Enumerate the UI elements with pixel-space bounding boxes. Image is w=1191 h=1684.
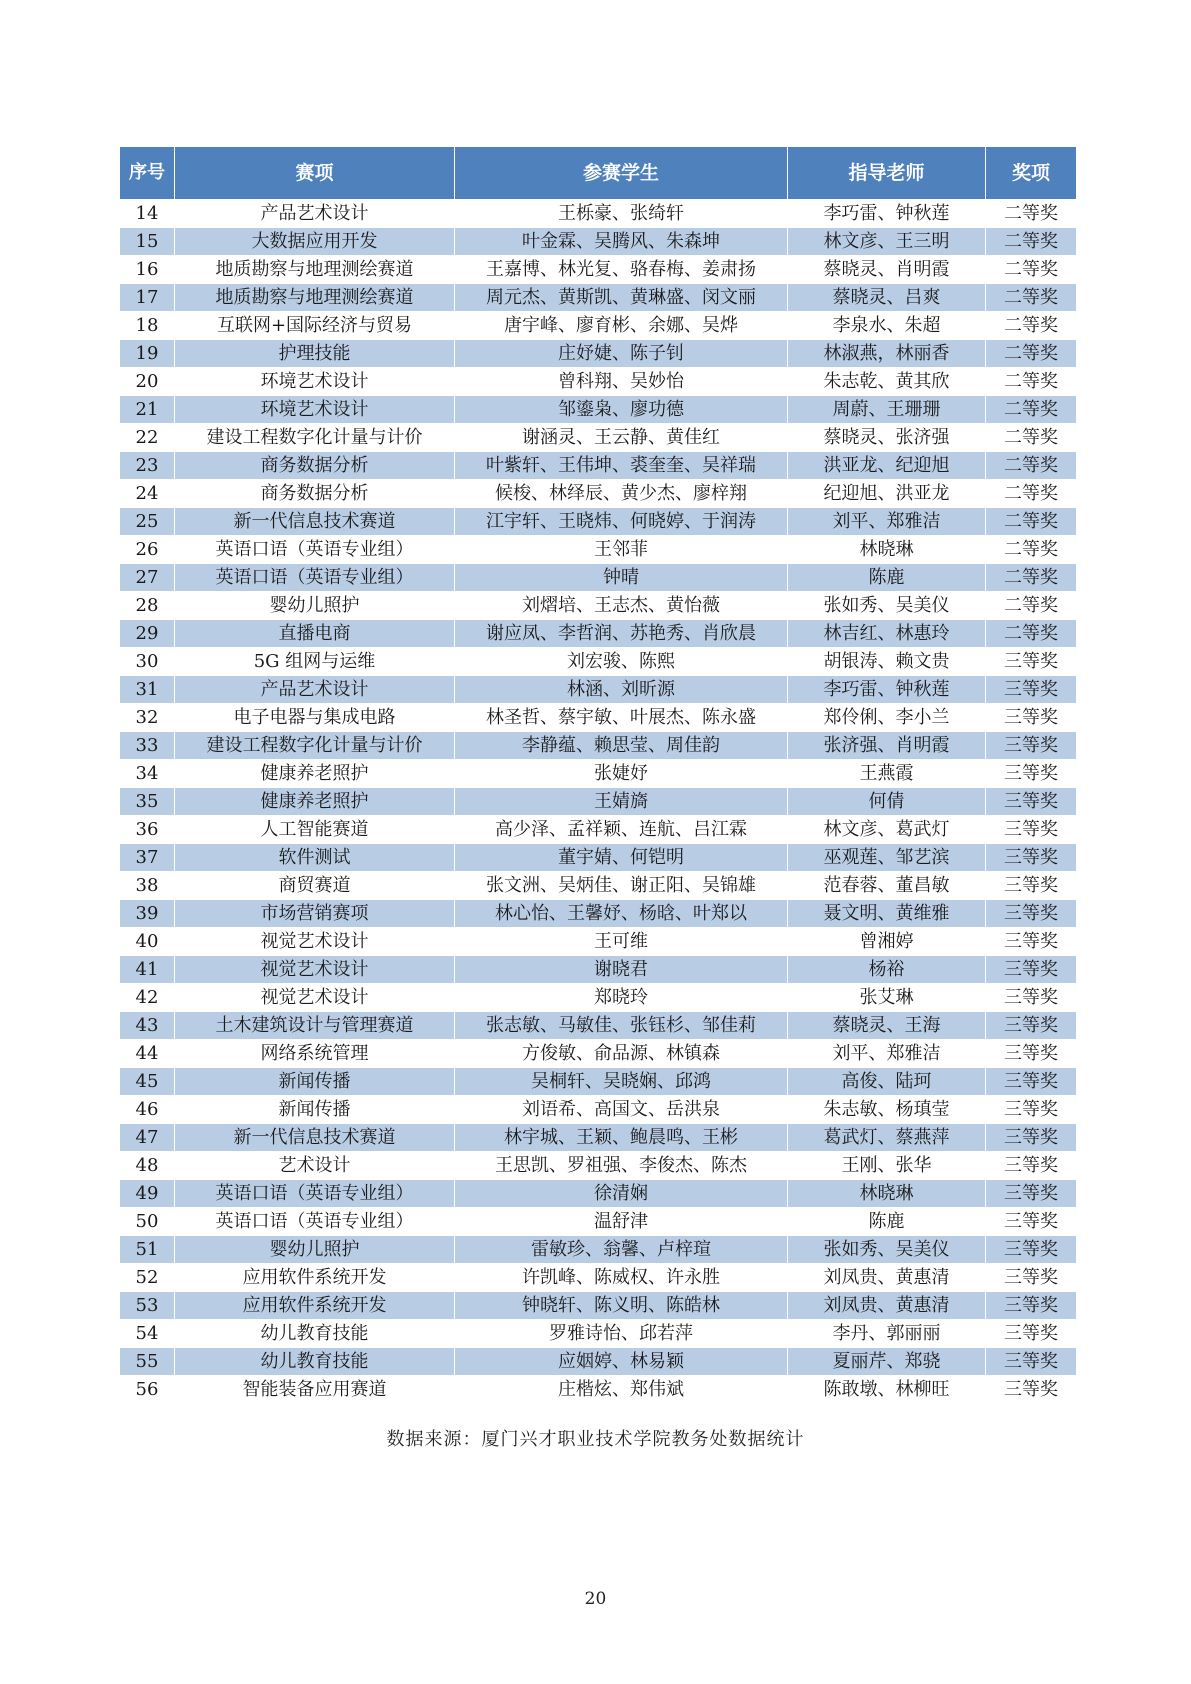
cell-award: 三等奖 <box>986 1180 1077 1208</box>
cell-event: 新一代信息技术赛道 <box>175 1124 455 1152</box>
cell-teachers: 胡银涛、赖文贵 <box>788 648 986 676</box>
cell-teachers: 蔡晓灵、张济强 <box>788 424 986 452</box>
cell-teachers: 朱志敏、杨瑱莹 <box>788 1096 986 1124</box>
cell-teachers: 刘平、郑雅洁 <box>788 508 986 536</box>
cell-students: 罗雅诗怡、邱若萍 <box>455 1320 788 1348</box>
cell-students: 应姻婷、林易颖 <box>455 1348 788 1376</box>
cell-no: 15 <box>120 228 175 256</box>
cell-students: 高少泽、孟祥颖、连航、吕江霖 <box>455 816 788 844</box>
cell-teachers: 范春蓉、董昌敏 <box>788 872 986 900</box>
cell-no: 53 <box>120 1292 175 1320</box>
table-row <box>120 1292 1077 1320</box>
cell-no: 14 <box>120 200 175 228</box>
cell-event: 市场营销赛项 <box>175 900 455 928</box>
cell-teachers: 聂文明、黄维雅 <box>788 900 986 928</box>
cell-no: 17 <box>120 284 175 312</box>
cell-award: 二等奖 <box>986 592 1077 620</box>
cell-no: 30 <box>120 648 175 676</box>
cell-no: 49 <box>120 1180 175 1208</box>
table-row <box>120 1208 1077 1236</box>
cell-teachers: 林淑燕，林丽香 <box>788 340 986 368</box>
cell-no: 38 <box>120 872 175 900</box>
cell-teachers: 周蔚、王珊珊 <box>788 396 986 424</box>
cell-students: 曾科翔、吴妙怡 <box>455 368 788 396</box>
cell-students: 王婧旖 <box>455 788 788 816</box>
cell-students: 王栎豪、张绮轩 <box>455 200 788 228</box>
cell-students: 徐清娴 <box>455 1180 788 1208</box>
cell-no: 45 <box>120 1068 175 1096</box>
cell-award: 二等奖 <box>986 284 1077 312</box>
source-note: 数据来源：厦门兴才职业技术学院教务处数据统计 <box>386 1429 805 1450</box>
header-students: 参赛学生 <box>455 147 788 200</box>
cell-no: 47 <box>120 1124 175 1152</box>
cell-event: 地质勘察与地理测绘赛道 <box>175 284 455 312</box>
cell-event: 婴幼儿照护 <box>175 1236 455 1264</box>
table-row <box>120 1376 1077 1404</box>
cell-students: 刘语希、高国文、岳洪泉 <box>455 1096 788 1124</box>
cell-award: 三等奖 <box>986 1236 1077 1264</box>
cell-teachers: 李巧雷、钟秋莲 <box>788 200 986 228</box>
cell-event: 婴幼儿照护 <box>175 592 455 620</box>
cell-event: 英语口语（英语专业组） <box>175 1180 455 1208</box>
cell-award: 三等奖 <box>986 1096 1077 1124</box>
table-row <box>120 1348 1077 1376</box>
page-number: 20 <box>584 1589 607 1609</box>
cell-students: 董宇婧、何铠明 <box>455 844 788 872</box>
cell-teachers: 洪亚龙、纪迎旭 <box>788 452 986 480</box>
cell-no: 21 <box>120 396 175 424</box>
cell-no: 40 <box>120 928 175 956</box>
table-row <box>120 900 1077 928</box>
table-row <box>120 564 1077 592</box>
table-row <box>120 480 1077 508</box>
header-no: 序号 <box>120 147 175 200</box>
cell-event: 建设工程数字化计量与计价 <box>175 732 455 760</box>
table-row <box>120 1012 1077 1040</box>
cell-teachers: 巫观莲、邹艺滨 <box>788 844 986 872</box>
cell-event: 互联网+国际经济与贸易 <box>175 312 455 340</box>
cell-event: 软件测试 <box>175 844 455 872</box>
cell-students: 庄楷炫、郑伟斌 <box>455 1376 788 1404</box>
cell-students: 王可维 <box>455 928 788 956</box>
cell-students: 张文洲、吴炳佳、谢正阳、吴锦雄 <box>455 872 788 900</box>
cell-award: 二等奖 <box>986 228 1077 256</box>
cell-teachers: 李丹、郭丽丽 <box>788 1320 986 1348</box>
cell-no: 46 <box>120 1096 175 1124</box>
cell-no: 42 <box>120 984 175 1012</box>
cell-event: 幼儿教育技能 <box>175 1348 455 1376</box>
cell-teachers: 夏丽芹、郑骁 <box>788 1348 986 1376</box>
cell-students: 王嘉博、林光复、骆春梅、姜肃扬 <box>455 256 788 284</box>
cell-event: 英语口语（英语专业组） <box>175 564 455 592</box>
cell-no: 56 <box>120 1376 175 1404</box>
table-row <box>120 620 1077 648</box>
cell-students: 谢晓君 <box>455 956 788 984</box>
cell-no: 39 <box>120 900 175 928</box>
cell-no: 22 <box>120 424 175 452</box>
cell-no: 23 <box>120 452 175 480</box>
table-row <box>120 424 1077 452</box>
cell-event: 智能装备应用赛道 <box>175 1376 455 1404</box>
table-row <box>120 1180 1077 1208</box>
cell-teachers: 刘平、郑雅洁 <box>788 1040 986 1068</box>
cell-event: 环境艺术设计 <box>175 368 455 396</box>
cell-event: 网络系统管理 <box>175 1040 455 1068</box>
cell-award: 三等奖 <box>986 1264 1077 1292</box>
cell-no: 48 <box>120 1152 175 1180</box>
cell-teachers: 曾湘婷 <box>788 928 986 956</box>
cell-teachers: 李巧雷、钟秋莲 <box>788 676 986 704</box>
table-row <box>120 844 1077 872</box>
cell-award: 二等奖 <box>986 368 1077 396</box>
table-row <box>120 340 1077 368</box>
table-row <box>120 1236 1077 1264</box>
table-body <box>120 200 1077 1404</box>
cell-students: 王思凯、罗祖强、李俊杰、陈杰 <box>455 1152 788 1180</box>
cell-no: 55 <box>120 1348 175 1376</box>
cell-students: 唐宇峰、廖育彬、余娜、吴烨 <box>455 312 788 340</box>
table-row <box>120 1264 1077 1292</box>
cell-event: 产品艺术设计 <box>175 676 455 704</box>
cell-no: 33 <box>120 732 175 760</box>
cell-students: 温舒津 <box>455 1208 788 1236</box>
cell-teachers: 杨裕 <box>788 956 986 984</box>
cell-students: 叶紫轩、王伟坤、裘奎奎、吴祥瑞 <box>455 452 788 480</box>
cell-no: 31 <box>120 676 175 704</box>
cell-no: 36 <box>120 816 175 844</box>
header-event: 赛项 <box>175 147 455 200</box>
cell-event: 英语口语（英语专业组） <box>175 1208 455 1236</box>
table-row <box>120 228 1077 256</box>
cell-award: 三等奖 <box>986 1320 1077 1348</box>
cell-event: 新闻传播 <box>175 1096 455 1124</box>
cell-teachers: 王刚、张华 <box>788 1152 986 1180</box>
cell-event: 商务数据分析 <box>175 452 455 480</box>
cell-students: 方俊敏、俞品源、林镇森 <box>455 1040 788 1068</box>
table-row <box>120 284 1077 312</box>
cell-event: 5G 组网与运维 <box>175 648 455 676</box>
cell-event: 人工智能赛道 <box>175 816 455 844</box>
cell-event: 产品艺术设计 <box>175 200 455 228</box>
cell-students: 林宇城、王颖、鲍晨鸣、王彬 <box>455 1124 788 1152</box>
cell-event: 商务数据分析 <box>175 480 455 508</box>
cell-event: 应用软件系统开发 <box>175 1292 455 1320</box>
cell-award: 二等奖 <box>986 340 1077 368</box>
cell-award: 三等奖 <box>986 788 1077 816</box>
cell-teachers: 李泉水、朱超 <box>788 312 986 340</box>
cell-award: 二等奖 <box>986 200 1077 228</box>
cell-students: 林圣哲、蔡宇敏、叶展杰、陈永盛 <box>455 704 788 732</box>
cell-teachers: 林吉红、林惠玲 <box>788 620 986 648</box>
cell-event: 幼儿教育技能 <box>175 1320 455 1348</box>
cell-no: 19 <box>120 340 175 368</box>
cell-students: 张志敏、马敏佳、张钰杉、邹佳莉 <box>455 1012 788 1040</box>
cell-teachers: 刘凤贵、黄惠清 <box>788 1264 986 1292</box>
table-row <box>120 760 1077 788</box>
cell-award: 二等奖 <box>986 508 1077 536</box>
cell-no: 34 <box>120 760 175 788</box>
cell-no: 35 <box>120 788 175 816</box>
cell-no: 24 <box>120 480 175 508</box>
cell-teachers: 高俊、陆珂 <box>788 1068 986 1096</box>
cell-students: 候梭、林绎辰、黄少杰、廖梓翔 <box>455 480 788 508</box>
cell-award: 三等奖 <box>986 984 1077 1012</box>
cell-award: 三等奖 <box>986 1208 1077 1236</box>
cell-students: 刘熠培、王志杰、黄怡薇 <box>455 592 788 620</box>
cell-no: 41 <box>120 956 175 984</box>
cell-no: 18 <box>120 312 175 340</box>
cell-event: 视觉艺术设计 <box>175 956 455 984</box>
cell-teachers: 朱志乾、黄其欣 <box>788 368 986 396</box>
cell-students: 林涵、刘昕源 <box>455 676 788 704</box>
cell-teachers: 郑伶俐、李小兰 <box>788 704 986 732</box>
cell-award: 三等奖 <box>986 1124 1077 1152</box>
cell-teachers: 蔡晓灵、吕爽 <box>788 284 986 312</box>
cell-students: 叶金霖、吴腾风、朱森坤 <box>455 228 788 256</box>
cell-teachers: 张如秀、吴美仪 <box>788 1236 986 1264</box>
cell-award: 三等奖 <box>986 900 1077 928</box>
cell-event: 新一代信息技术赛道 <box>175 508 455 536</box>
cell-event: 健康养老照护 <box>175 760 455 788</box>
cell-no: 25 <box>120 508 175 536</box>
cell-no: 37 <box>120 844 175 872</box>
table-row <box>120 676 1077 704</box>
cell-students: 谢涵灵、王云静、黄佳红 <box>455 424 788 452</box>
table-row <box>120 1124 1077 1152</box>
cell-teachers: 纪迎旭、洪亚龙 <box>788 480 986 508</box>
cell-teachers: 葛武灯、蔡燕萍 <box>788 1124 986 1152</box>
table-row <box>120 816 1077 844</box>
cell-award: 二等奖 <box>986 564 1077 592</box>
cell-event: 土木建筑设计与管理赛道 <box>175 1012 455 1040</box>
cell-students: 林心怡、王馨妤、杨晗、叶郑以 <box>455 900 788 928</box>
cell-students: 李静蕴、赖思莹、周佳韵 <box>455 732 788 760</box>
cell-event: 健康养老照护 <box>175 788 455 816</box>
table-row <box>120 396 1077 424</box>
cell-teachers: 林晓琳 <box>788 536 986 564</box>
cell-award: 二等奖 <box>986 312 1077 340</box>
cell-event: 新闻传播 <box>175 1068 455 1096</box>
cell-event: 视觉艺术设计 <box>175 928 455 956</box>
cell-event: 直播电商 <box>175 620 455 648</box>
cell-no: 20 <box>120 368 175 396</box>
cell-students: 邹鎏枭、廖功德 <box>455 396 788 424</box>
cell-teachers: 刘凤贵、黄惠清 <box>788 1292 986 1320</box>
cell-students: 许凯峰、陈威权、许永胜 <box>455 1264 788 1292</box>
cell-no: 28 <box>120 592 175 620</box>
cell-teachers: 林文彦、葛武灯 <box>788 816 986 844</box>
table-row <box>120 508 1077 536</box>
cell-award: 二等奖 <box>986 256 1077 284</box>
table-row <box>120 788 1077 816</box>
cell-no: 26 <box>120 536 175 564</box>
cell-award: 三等奖 <box>986 956 1077 984</box>
cell-award: 二等奖 <box>986 620 1077 648</box>
cell-award: 二等奖 <box>986 424 1077 452</box>
cell-award: 三等奖 <box>986 1152 1077 1180</box>
cell-no: 27 <box>120 564 175 592</box>
table-row <box>120 928 1077 956</box>
cell-no: 29 <box>120 620 175 648</box>
cell-award: 三等奖 <box>986 816 1077 844</box>
cell-teachers: 张如秀、吴美仪 <box>788 592 986 620</box>
cell-students: 张婕妤 <box>455 760 788 788</box>
header-teachers: 指导老师 <box>788 147 986 200</box>
table-row <box>120 368 1077 396</box>
table-header-row <box>120 147 1077 200</box>
cell-students: 谢应凤、李哲润、苏艳秀、肖欣晨 <box>455 620 788 648</box>
table-row <box>120 200 1077 228</box>
table-row <box>120 1096 1077 1124</box>
table-row <box>120 732 1077 760</box>
cell-students: 雷敏珍、翁馨、卢梓瑄 <box>455 1236 788 1264</box>
cell-students: 王邻菲 <box>455 536 788 564</box>
cell-students: 钟晓轩、陈义明、陈皓林 <box>455 1292 788 1320</box>
table-row <box>120 592 1077 620</box>
cell-students: 吴桐轩、吴晓娴、邱鸿 <box>455 1068 788 1096</box>
cell-award: 三等奖 <box>986 1068 1077 1096</box>
cell-award: 三等奖 <box>986 760 1077 788</box>
cell-students: 庄妤婕、陈子钊 <box>455 340 788 368</box>
cell-teachers: 张济强、肖明霞 <box>788 732 986 760</box>
cell-no: 50 <box>120 1208 175 1236</box>
cell-award: 三等奖 <box>986 1292 1077 1320</box>
cell-award: 二等奖 <box>986 396 1077 424</box>
table-row <box>120 1152 1077 1180</box>
cell-event: 应用软件系统开发 <box>175 1264 455 1292</box>
cell-event: 英语口语（英语专业组） <box>175 536 455 564</box>
cell-no: 16 <box>120 256 175 284</box>
cell-event: 电子电器与集成电路 <box>175 704 455 732</box>
cell-teachers: 林文彦、王三明 <box>788 228 986 256</box>
cell-no: 32 <box>120 704 175 732</box>
cell-award: 三等奖 <box>986 732 1077 760</box>
cell-teachers: 何倩 <box>788 788 986 816</box>
cell-award: 三等奖 <box>986 1012 1077 1040</box>
cell-students: 周元杰、黄斯凯、黄琳盛、闵文丽 <box>455 284 788 312</box>
cell-award: 三等奖 <box>986 844 1077 872</box>
cell-award: 二等奖 <box>986 452 1077 480</box>
cell-award: 三等奖 <box>986 676 1077 704</box>
table-row <box>120 452 1077 480</box>
cell-teachers: 陈敢墩、林柳旺 <box>788 1376 986 1404</box>
table-row <box>120 256 1077 284</box>
cell-teachers: 陈鹿 <box>788 564 986 592</box>
table-row <box>120 312 1077 340</box>
table-row <box>120 536 1077 564</box>
cell-event: 地质勘察与地理测绘赛道 <box>175 256 455 284</box>
table-row <box>120 1068 1077 1096</box>
cell-teachers: 陈鹿 <box>788 1208 986 1236</box>
cell-award: 三等奖 <box>986 1040 1077 1068</box>
cell-teachers: 蔡晓灵、肖明霞 <box>788 256 986 284</box>
cell-students: 刘宏骏、陈熙 <box>455 648 788 676</box>
cell-award: 二等奖 <box>986 480 1077 508</box>
cell-award: 三等奖 <box>986 1376 1077 1404</box>
cell-award: 三等奖 <box>986 648 1077 676</box>
cell-no: 51 <box>120 1236 175 1264</box>
cell-students: 江宇轩、王晓炜、何晓婷、于润涛 <box>455 508 788 536</box>
table-row <box>120 984 1077 1012</box>
cell-event: 艺术设计 <box>175 1152 455 1180</box>
cell-event: 商贸赛道 <box>175 872 455 900</box>
header-award: 奖项 <box>986 147 1077 200</box>
table-row <box>120 704 1077 732</box>
cell-no: 52 <box>120 1264 175 1292</box>
cell-teachers: 王燕霞 <box>788 760 986 788</box>
cell-event: 环境艺术设计 <box>175 396 455 424</box>
table-row <box>120 872 1077 900</box>
table-row <box>120 956 1077 984</box>
cell-no: 43 <box>120 1012 175 1040</box>
cell-award: 三等奖 <box>986 928 1077 956</box>
table-row <box>120 648 1077 676</box>
cell-no: 44 <box>120 1040 175 1068</box>
cell-event: 视觉艺术设计 <box>175 984 455 1012</box>
cell-teachers: 蔡晓灵、王海 <box>788 1012 986 1040</box>
cell-students: 郑晓玲 <box>455 984 788 1012</box>
cell-award: 三等奖 <box>986 704 1077 732</box>
table-row <box>120 1320 1077 1348</box>
cell-no: 54 <box>120 1320 175 1348</box>
cell-award: 二等奖 <box>986 536 1077 564</box>
cell-award: 三等奖 <box>986 872 1077 900</box>
awards-table <box>119 146 1077 1404</box>
cell-teachers: 林晓琳 <box>788 1180 986 1208</box>
cell-students: 钟晴 <box>455 564 788 592</box>
cell-teachers: 张艾琳 <box>788 984 986 1012</box>
cell-event: 大数据应用开发 <box>175 228 455 256</box>
cell-award: 三等奖 <box>986 1348 1077 1376</box>
cell-event: 建设工程数字化计量与计价 <box>175 424 455 452</box>
cell-event: 护理技能 <box>175 340 455 368</box>
table-row <box>120 1040 1077 1068</box>
